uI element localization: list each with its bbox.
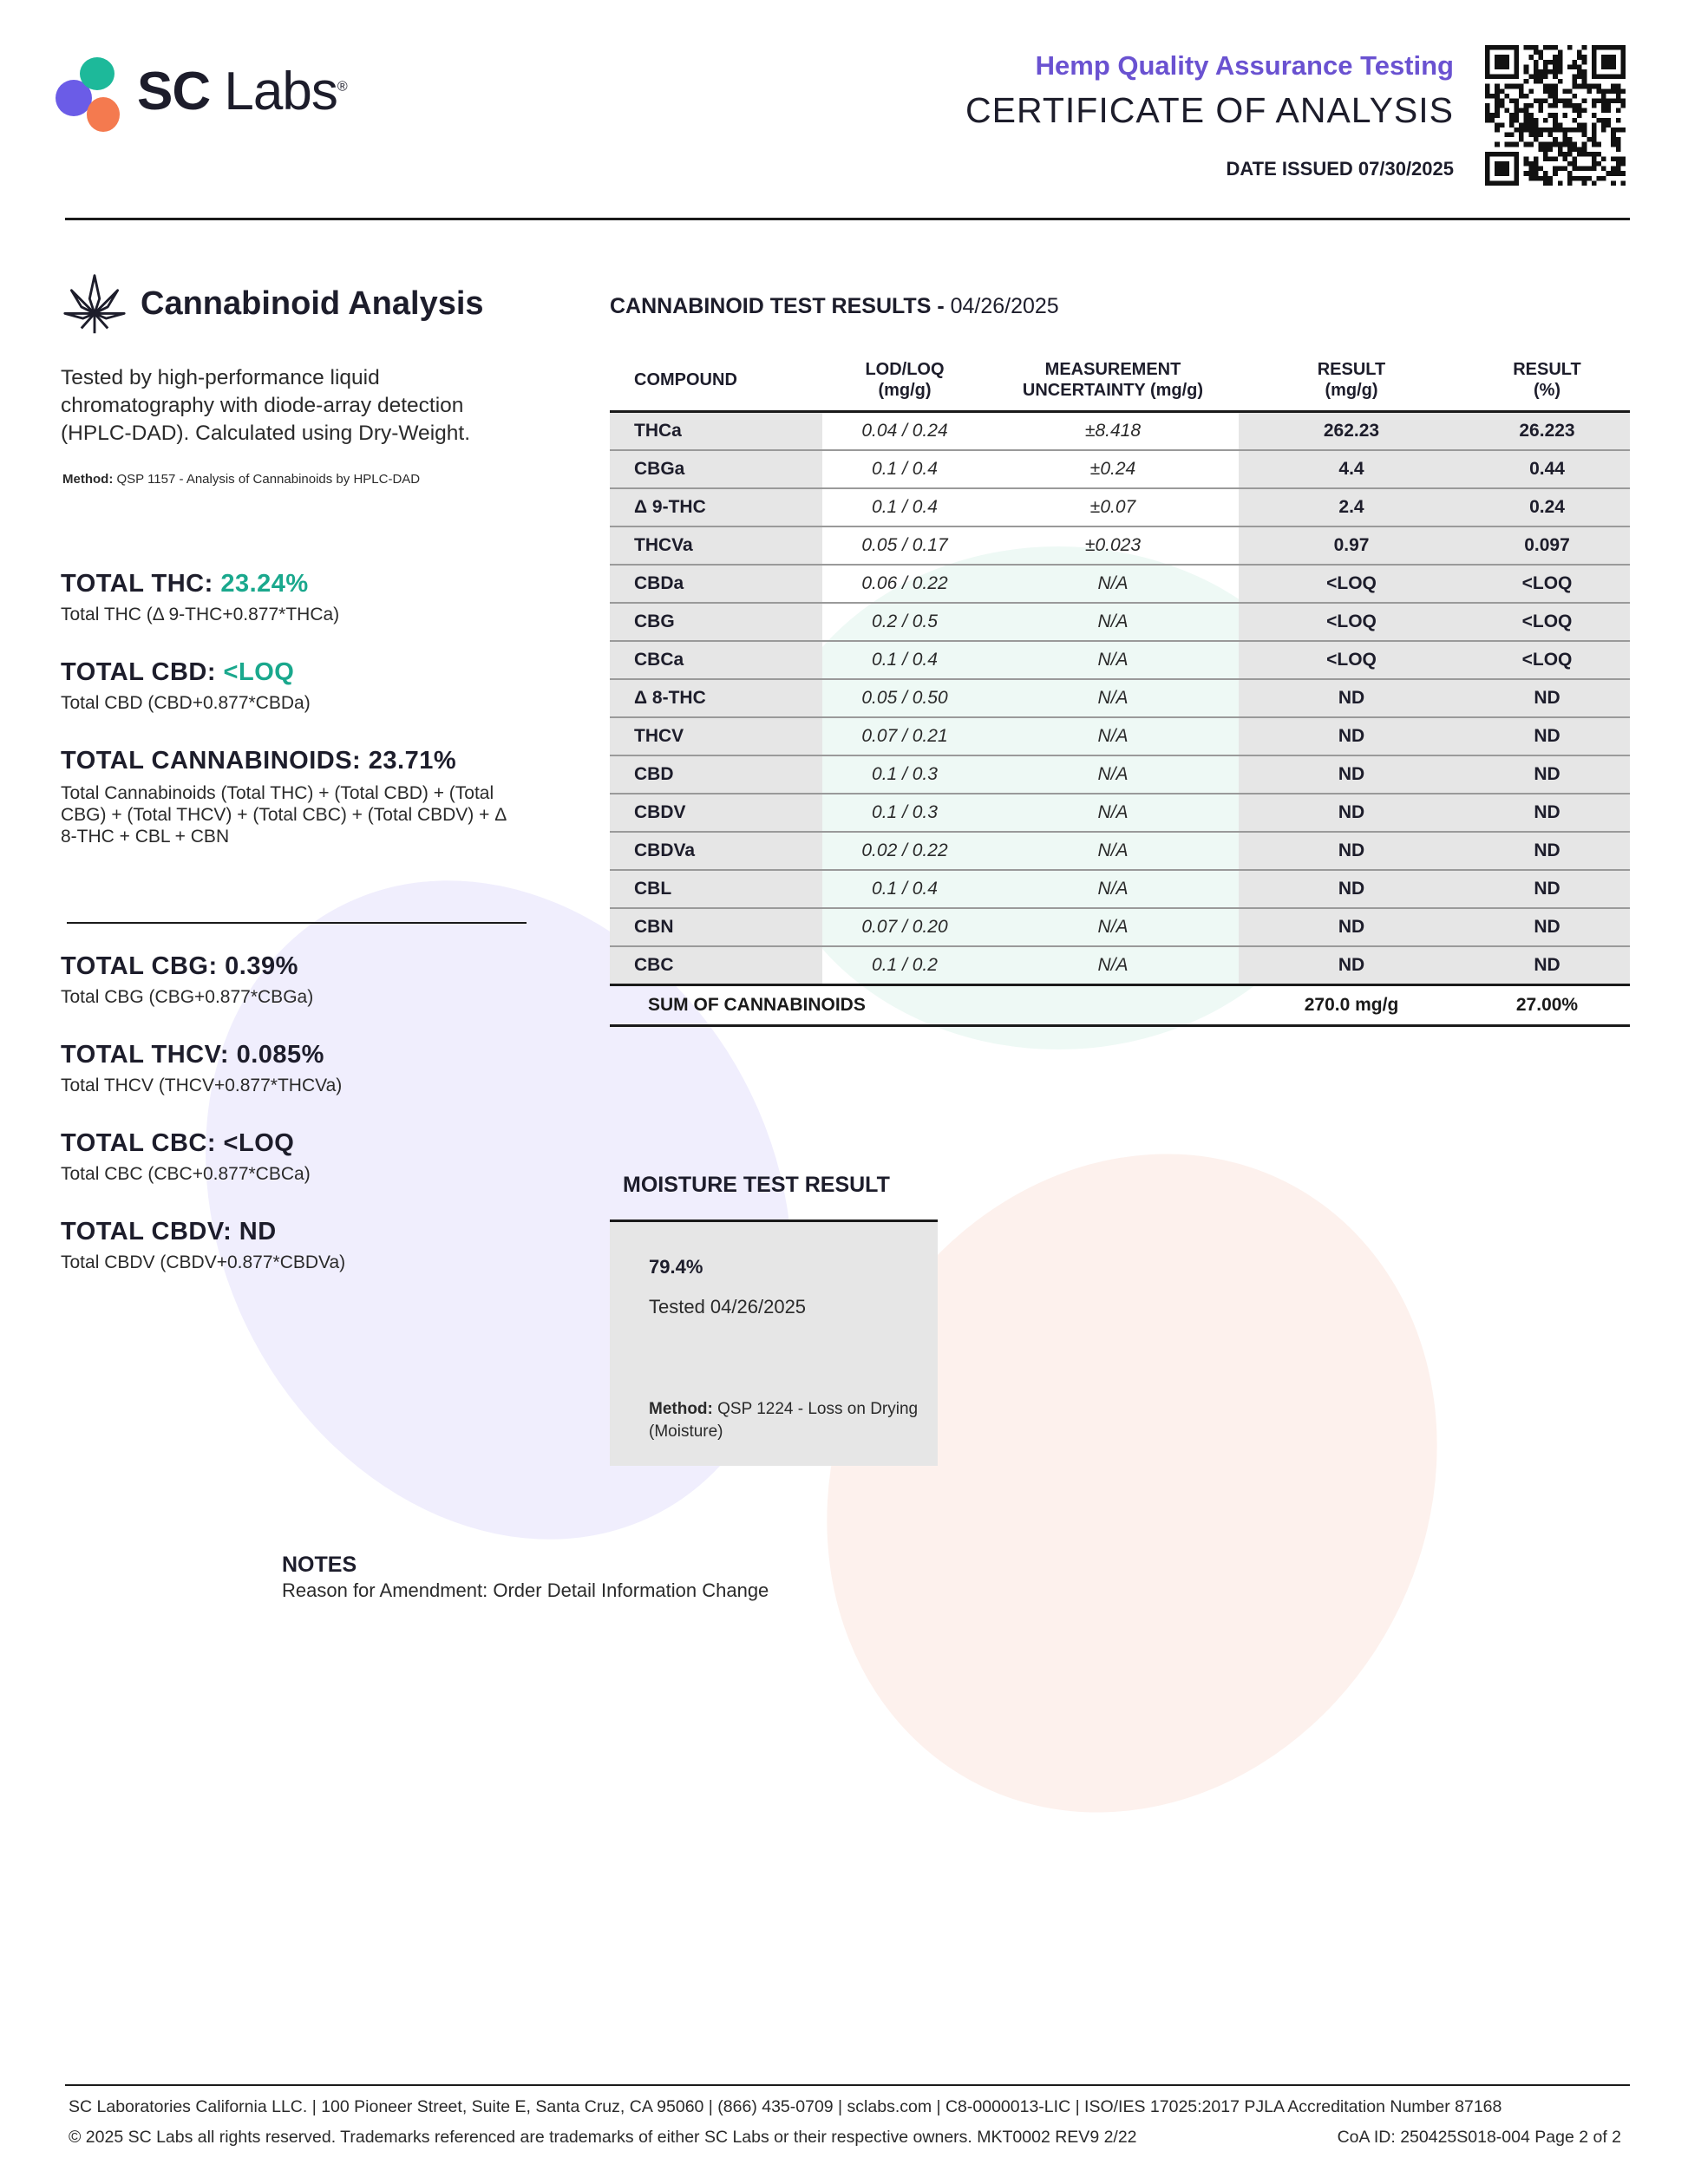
- qr-code-icon[interactable]: [1485, 45, 1626, 186]
- table-row: [610, 641, 1630, 679]
- result-pct-cell: ND: [1464, 832, 1630, 870]
- result-pct-cell: <LOQ: [1464, 603, 1630, 641]
- result-mg-cell: 0.97: [1239, 526, 1464, 565]
- compound-cell: CBDV: [610, 794, 822, 832]
- compound-cell: CBN: [610, 908, 822, 946]
- compound-cell: CBDa: [610, 565, 822, 603]
- total-cbdv-formula: Total CBDV (CBDV+0.877*CBDVa): [61, 1252, 346, 1272]
- result-pct-cell: ND: [1464, 794, 1630, 832]
- result-mg-cell: <LOQ: [1239, 565, 1464, 603]
- footer-copyright: © 2025 SC Labs all rights reserved. Trademarks referenced are trademarks of either SC Labs or their respective owners. MKT0002 REV9 2/22: [69, 2128, 1137, 2147]
- total-cbd: TOTAL CBD: <LOQ Total CBD (CBD+0.877*CBDa): [61, 658, 546, 714]
- result-mg-cell: <LOQ: [1239, 641, 1464, 679]
- result-mg-cell: 262.23: [1239, 412, 1464, 451]
- table-header-row: [610, 350, 1630, 412]
- result-mg-cell: ND: [1239, 679, 1464, 717]
- moisture-value: 79.4%: [649, 1256, 703, 1278]
- lod-loq-cell: 0.1 / 0.4: [822, 450, 987, 488]
- result-mg-cell: ND: [1239, 794, 1464, 832]
- compound-cell: CBG: [610, 603, 822, 641]
- table-row: [610, 526, 1630, 565]
- compound-cell: THCVa: [610, 526, 822, 565]
- moisture-title: MOISTURE TEST RESULT: [623, 1173, 890, 1197]
- total-cbg: TOTAL CBG: 0.39% Total CBG (CBG+0.877*CBGa): [61, 952, 546, 1008]
- uncertainty-cell: N/A: [987, 870, 1239, 908]
- uncertainty-cell: N/A: [987, 641, 1239, 679]
- sum-row: [610, 985, 1630, 1026]
- uncertainty-cell: ±0.24: [987, 450, 1239, 488]
- compound-cell: Δ 9-THC: [610, 488, 822, 526]
- lod-loq-cell: 0.2 / 0.5: [822, 603, 987, 641]
- total-cbc-formula: Total CBC (CBC+0.877*CBCa): [61, 1164, 311, 1184]
- result-pct-cell: 26.223: [1464, 412, 1630, 451]
- col-lod-loq: LOD/LOQ (mg/g): [865, 360, 945, 400]
- total-cbd-formula: Total CBD (CBD+0.877*CBDa): [61, 693, 311, 713]
- lod-loq-cell: 0.07 / 0.20: [822, 908, 987, 946]
- col-uncertainty: MEASUREMENT UNCERTAINTY (mg/g): [1022, 360, 1204, 400]
- uncertainty-cell: N/A: [987, 908, 1239, 946]
- result-mg-cell: ND: [1239, 832, 1464, 870]
- table-row: [610, 412, 1630, 451]
- lod-loq-cell: 0.1 / 0.4: [822, 488, 987, 526]
- total-thc-formula: Total THC (Δ 9-THC+0.877*THCa): [61, 605, 340, 624]
- header-divider: [65, 218, 1630, 220]
- col-compound: COMPOUND: [634, 370, 737, 389]
- total-cbc: TOTAL CBC: <LOQ Total CBC (CBC+0.877*CBCa): [61, 1129, 546, 1185]
- uncertainty-cell: N/A: [987, 717, 1239, 755]
- analysis-method: Method: QSP 1157 - Analysis of Cannabinoids by HPLC-DAD: [62, 472, 421, 487]
- uncertainty-cell: N/A: [987, 794, 1239, 832]
- totals-primary: [61, 570, 546, 847]
- table-row: [610, 488, 1630, 526]
- uncertainty-cell: ±0.07: [987, 488, 1239, 526]
- sum-mg: 270.0 mg/g: [1239, 985, 1464, 1026]
- result-mg-cell: ND: [1239, 946, 1464, 985]
- footer-address: SC Laboratories California LLC. | 100 Pioneer Street, Suite E, Santa Cruz, CA 95060 | (866) 435-0709 | sclabs.com | C8-0000013-LIC | ISO/IES 17025:2017 PJLA Accreditation Number 87168: [69, 2097, 1502, 2116]
- result-pct-cell: 0.097: [1464, 526, 1630, 565]
- uncertainty-cell: ±0.023: [987, 526, 1239, 565]
- total-cbg-formula: Total CBG (CBG+0.877*CBGa): [61, 987, 314, 1007]
- section-title: Cannabinoid Analysis: [141, 284, 484, 322]
- table-row: [610, 450, 1630, 488]
- lod-loq-cell: 0.1 / 0.4: [822, 870, 987, 908]
- total-thc: TOTAL THC: 23.24% Total THC (Δ 9-THC+0.877*THCa): [61, 570, 546, 625]
- total-cannabinoids: TOTAL CANNABINOIDS: 23.71% Total Cannabinoids (Total THC) + (Total CBD) + (Total CBG) + (Total THCV) + (Total CBC) + (Total CBDV) + Δ 8-THC + CBL + CBN: [61, 747, 546, 847]
- lod-loq-cell: 0.07 / 0.21: [822, 717, 987, 755]
- uncertainty-cell: N/A: [987, 603, 1239, 641]
- compound-cell: CBD: [610, 755, 822, 794]
- result-pct-cell: ND: [1464, 946, 1630, 985]
- result-mg-cell: ND: [1239, 870, 1464, 908]
- total-thcv-formula: Total THCV (THCV+0.877*THCVa): [61, 1076, 343, 1095]
- lod-loq-cell: 0.1 / 0.4: [822, 641, 987, 679]
- notes-text: Reason for Amendment: Order Detail Information Change: [282, 1579, 769, 1601]
- table-row: [610, 565, 1630, 603]
- result-pct-cell: 0.24: [1464, 488, 1630, 526]
- result-mg-cell: <LOQ: [1239, 603, 1464, 641]
- lod-loq-cell: 0.05 / 0.17: [822, 526, 987, 565]
- results-title: CANNABINOID TEST RESULTS - 04/26/2025: [610, 294, 1059, 318]
- uncertainty-cell: N/A: [987, 755, 1239, 794]
- table-row: [610, 870, 1630, 908]
- lod-loq-cell: 0.05 / 0.50: [822, 679, 987, 717]
- analysis-description: Tested by high-performance liquid chromatography with diode-array detection (HPLC-DAD). Calculated using Dry-Weight.: [61, 366, 470, 445]
- compound-cell: CBGa: [610, 450, 822, 488]
- footer-divider: [65, 2084, 1630, 2086]
- cannabinoid-results-table: [610, 350, 1630, 1027]
- result-pct-cell: ND: [1464, 679, 1630, 717]
- uncertainty-cell: N/A: [987, 679, 1239, 717]
- result-pct-cell: ND: [1464, 717, 1630, 755]
- sum-pct: 27.00%: [1464, 985, 1630, 1026]
- result-pct-cell: 0.44: [1464, 450, 1630, 488]
- compound-cell: CBDVa: [610, 832, 822, 870]
- table-row: [610, 794, 1630, 832]
- totals-divider: [67, 922, 527, 924]
- uncertainty-cell: N/A: [987, 565, 1239, 603]
- uncertainty-cell: N/A: [987, 832, 1239, 870]
- table-row: [610, 603, 1630, 641]
- date-issued: DATE ISSUED 07/30/2025: [1226, 158, 1454, 180]
- col-result-mg: RESULT (mg/g): [1317, 360, 1386, 400]
- cannabis-leaf-icon: [61, 271, 128, 337]
- footer-coa-id: CoA ID: 250425S018-004 Page 2 of 2: [1337, 2128, 1621, 2147]
- result-mg-cell: ND: [1239, 908, 1464, 946]
- result-mg-cell: 4.4: [1239, 450, 1464, 488]
- header-title: CERTIFICATE OF ANALYSIS: [965, 90, 1454, 130]
- col-result-pct: RESULT (%): [1513, 360, 1581, 400]
- result-pct-cell: ND: [1464, 755, 1630, 794]
- cannabinoid-analysis-heading: [61, 271, 484, 337]
- result-pct-cell: <LOQ: [1464, 641, 1630, 679]
- table-row: [610, 908, 1630, 946]
- result-mg-cell: 2.4: [1239, 488, 1464, 526]
- table-row: [610, 946, 1630, 985]
- uncertainty-cell: ±8.418: [987, 412, 1239, 451]
- lod-loq-cell: 0.04 / 0.24: [822, 412, 987, 451]
- lod-loq-cell: 0.1 / 0.3: [822, 755, 987, 794]
- total-cannabinoids-formula: Total Cannabinoids (Total THC) + (Total CBD) + (Total CBG) + (Total THCV) + (Total CBC) + (Total CBDV) + Δ 8-THC + CBL + CBN: [61, 783, 507, 847]
- totals-secondary: [61, 952, 546, 1273]
- total-cbdv: TOTAL CBDV: ND Total CBDV (CBDV+0.877*CBDVa): [61, 1218, 546, 1273]
- sc-labs-logo: [54, 54, 366, 141]
- table-row: [610, 679, 1630, 717]
- result-pct-cell: <LOQ: [1464, 565, 1630, 603]
- moisture-method: Method: QSP 1224 - Loss on Drying (Moisture): [649, 1400, 919, 1441]
- result-pct-cell: ND: [1464, 870, 1630, 908]
- total-thcv: TOTAL THCV: 0.085% Total THCV (THCV+0.877*THCVa): [61, 1041, 546, 1096]
- notes-title: NOTES: [282, 1553, 357, 1577]
- logo-teal-dot: [80, 57, 114, 90]
- lod-loq-cell: 0.06 / 0.22: [822, 565, 987, 603]
- logo-orange-dot: [87, 97, 120, 132]
- uncertainty-cell: N/A: [987, 946, 1239, 985]
- compound-cell: Δ 8-THC: [610, 679, 822, 717]
- table-row: [610, 717, 1630, 755]
- logo-wordmark: SC Labs®: [137, 62, 347, 121]
- result-mg-cell: ND: [1239, 717, 1464, 755]
- compound-cell: CBCa: [610, 641, 822, 679]
- lod-loq-cell: 0.1 / 0.3: [822, 794, 987, 832]
- lod-loq-cell: 0.02 / 0.22: [822, 832, 987, 870]
- result-pct-cell: ND: [1464, 908, 1630, 946]
- compound-cell: THCV: [610, 717, 822, 755]
- moisture-tested-date: Tested 04/26/2025: [649, 1296, 807, 1318]
- lod-loq-cell: 0.1 / 0.2: [822, 946, 987, 985]
- compound-cell: CBC: [610, 946, 822, 985]
- sum-label: SUM OF CANNABINOIDS: [610, 985, 1239, 1026]
- table-row: [610, 832, 1630, 870]
- header-subtitle: Hemp Quality Assurance Testing: [1035, 50, 1454, 81]
- table-row: [610, 755, 1630, 794]
- compound-cell: CBL: [610, 870, 822, 908]
- compound-cell: THCa: [610, 412, 822, 451]
- result-mg-cell: ND: [1239, 755, 1464, 794]
